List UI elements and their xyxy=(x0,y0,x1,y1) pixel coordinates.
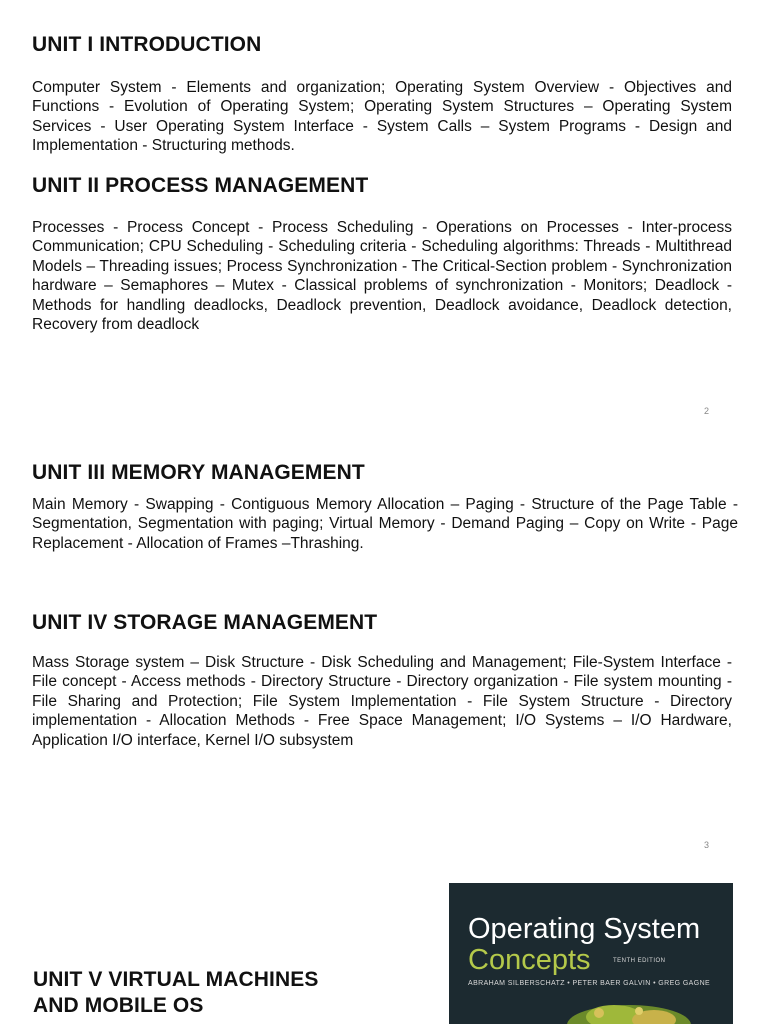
unit-5-title-line-1: UNIT V VIRTUAL MACHINES xyxy=(33,968,319,991)
book-cover-authors: ABRAHAM SILBERSCHATZ • PETER BAER GALVIN • GREG GAGNE xyxy=(468,980,711,987)
unit-3-title: UNIT III MEMORY MANAGEMENT xyxy=(32,461,365,484)
book-cover-title: Operating System xyxy=(468,913,701,945)
unit-3-body: Main Memory - Swapping - Contiguous Memory Allocation – Paging - Structure of the Page Table - Segmentation, Segmentation with paging; Virtual Memory - Demand Paging – Copy on Write - Page Replacement - Allocation of Frames –Thrashing. xyxy=(32,496,738,552)
unit-2-title: UNIT II PROCESS MANAGEMENT xyxy=(32,174,369,197)
page-number: 3 xyxy=(704,840,710,850)
unit-5-title-line-2: AND MOBILE OS xyxy=(33,994,204,1017)
book-cover-edition: TENTH EDITION xyxy=(613,958,666,964)
unit-1-title: UNIT I INTRODUCTION xyxy=(32,33,262,56)
dinosaur-illustration-icon xyxy=(559,995,699,1024)
unit-4-body: Mass Storage system – Disk Structure - Disk Scheduling and Management; File-System Interface - File concept - Access methods - Directory Structure - Directory organization - File system mounting - File Sharing and Protection; File System Implementation - File System Structure - Directory implementation - Allocation Methods - Free Space Management; I/O Systems – I/O Hardware, Application I/O interface, Kernel I/O subsystem xyxy=(32,654,732,749)
book-cover xyxy=(449,883,733,1024)
unit-2-body: Processes - Process Concept - Process Scheduling - Operations on Processes - Inter-process Communication; CPU Scheduling - Scheduling criteria - Scheduling algorithms: Threads - Multithread Models – Threading issues; Process Synchronization - The Critical-Section problem - Synchronization hardware – Semaphores – Mutex - Classical problems of synchronization - Monitors; Deadlock - Methods for handling deadlocks, Deadlock prevention, Deadlock avoidance, Deadlock detection, Recovery from deadlock xyxy=(32,219,732,334)
unit-4-title: UNIT IV STORAGE MANAGEMENT xyxy=(32,611,378,634)
page-number: 2 xyxy=(704,406,710,416)
book-cover-subtitle: Concepts xyxy=(468,944,591,976)
unit-1-body: Computer System - Elements and organization; Operating System Overview - Objectives and Functions - Evolution of Operating System; Operating System Structures – Operating System Services - User Operating System Interface - System Calls – System Programs - Design and Implementation - Structuring methods. xyxy=(32,79,732,155)
